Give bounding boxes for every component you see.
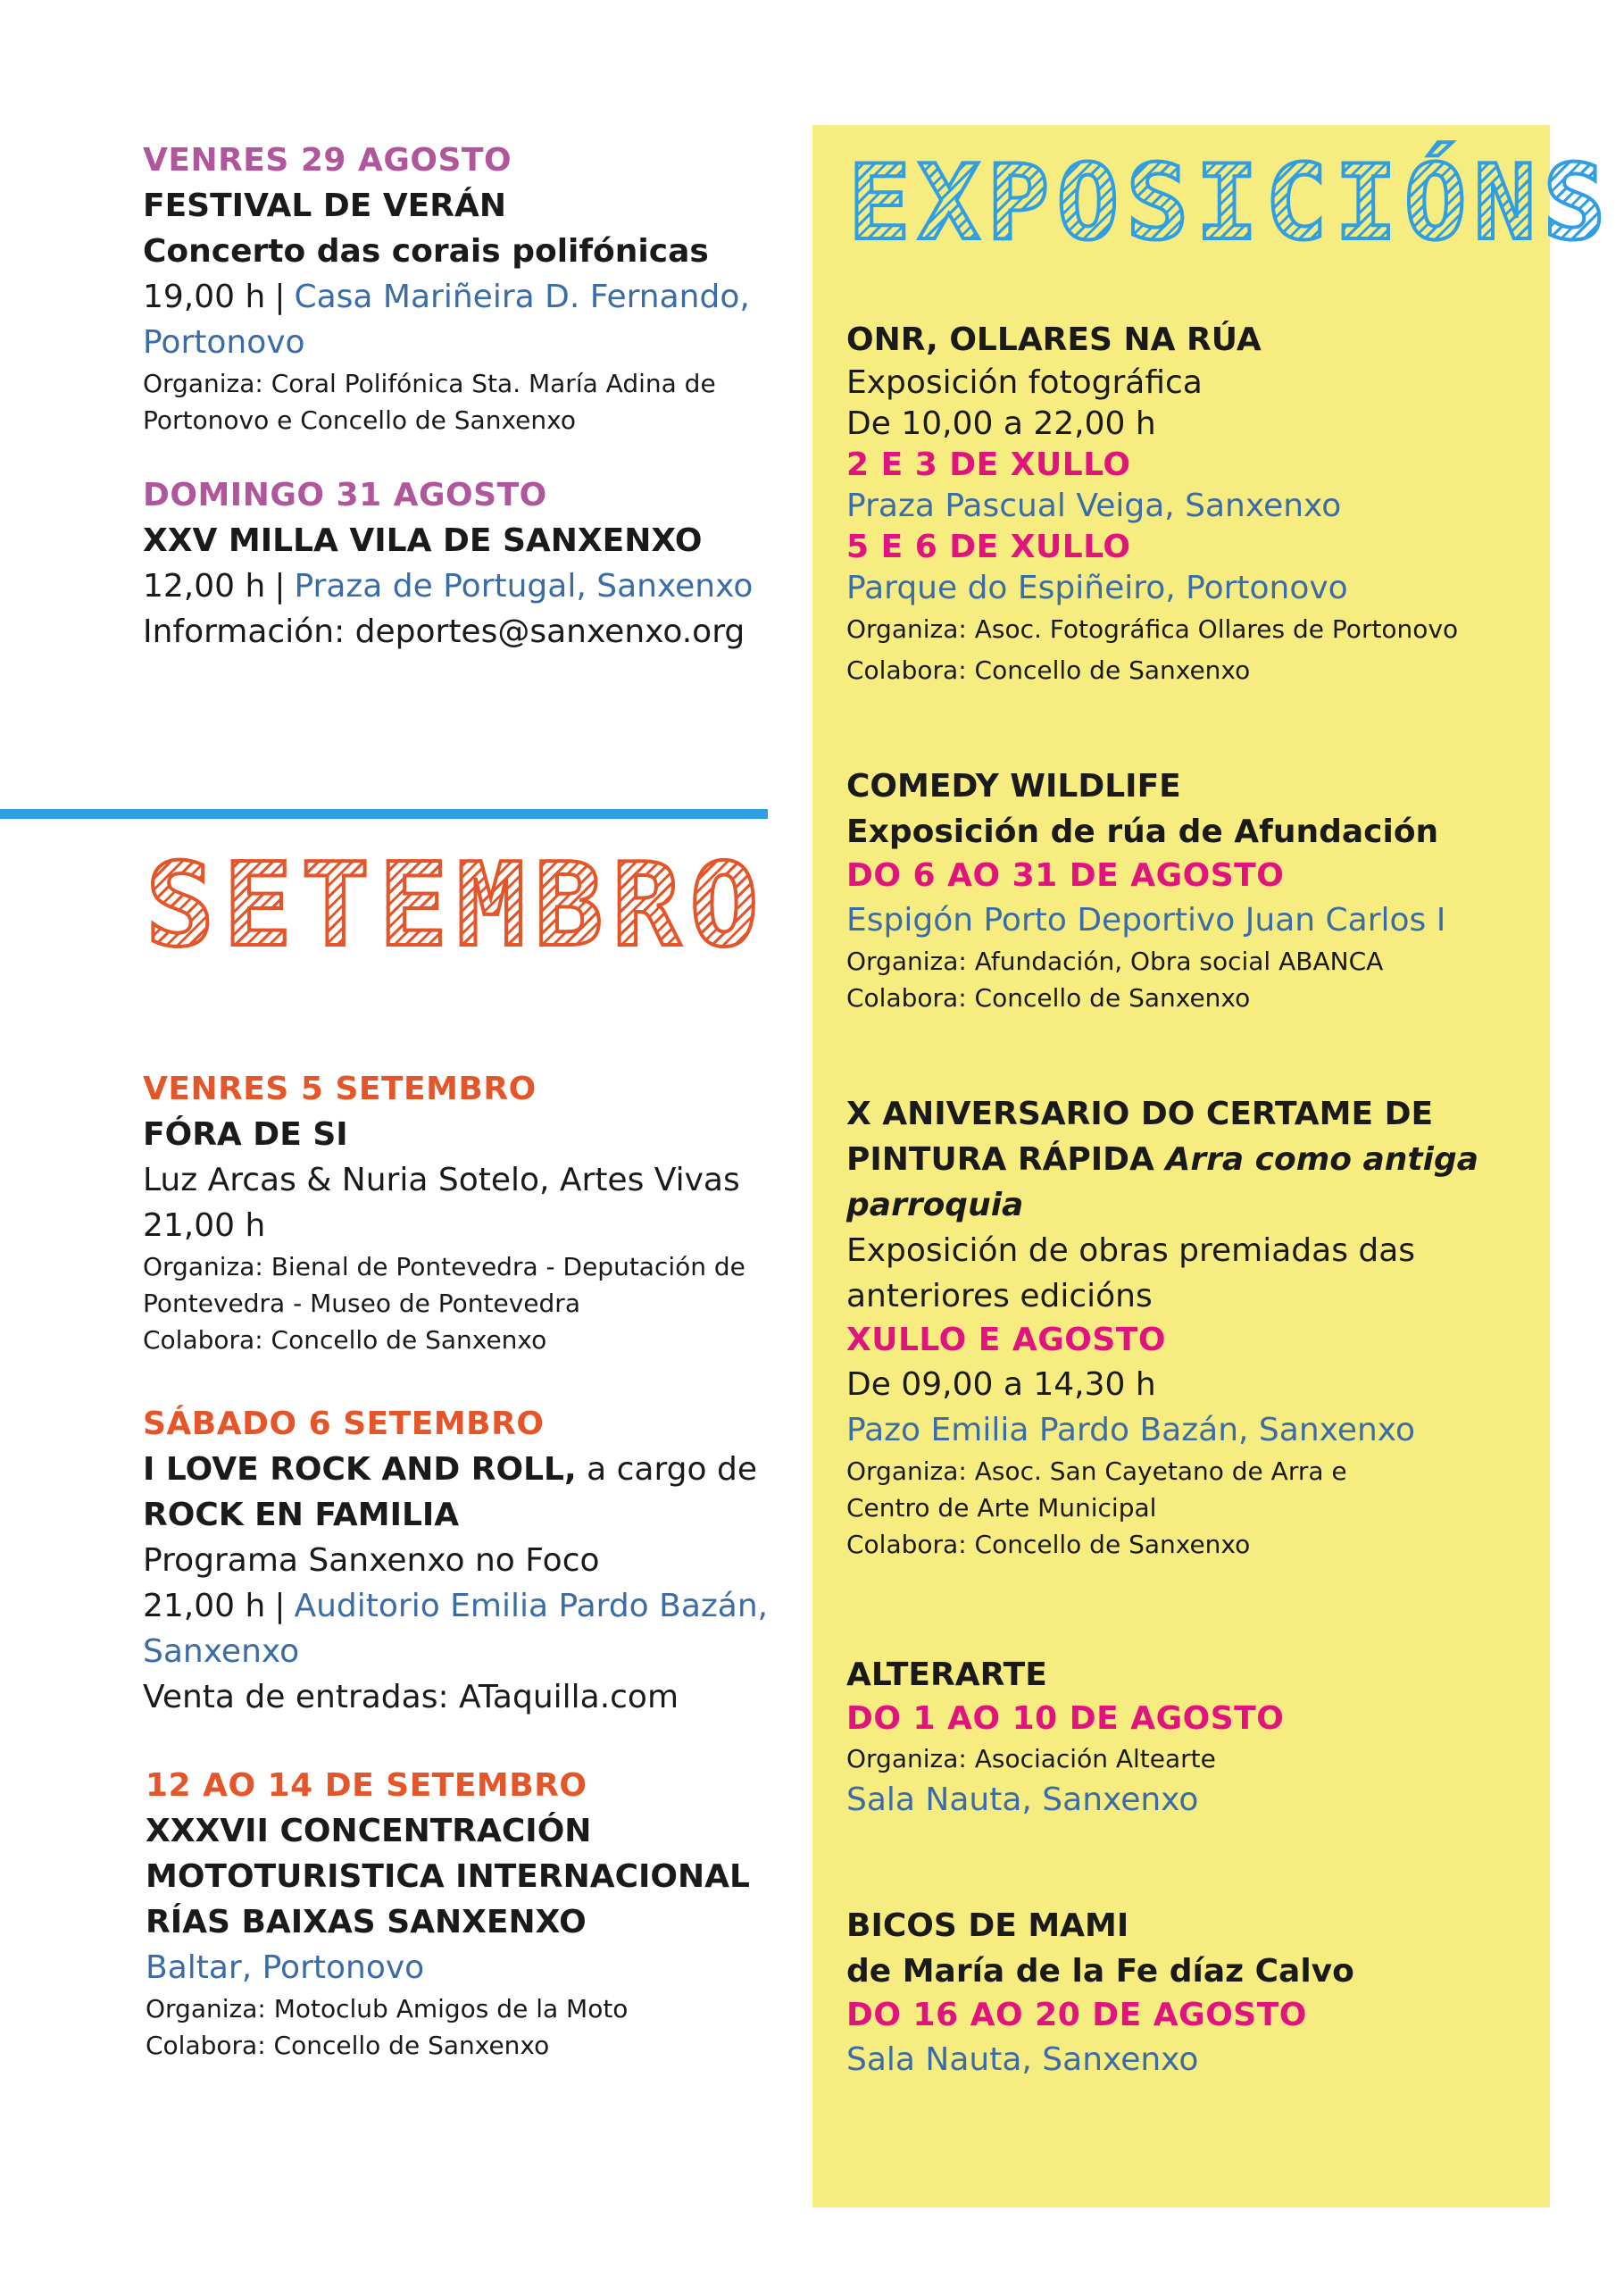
event-program: Programa Sanxenxo no Foco [143, 1542, 600, 1579]
exhibition-subtitle: Exposición de rúa de Afundación [846, 814, 1439, 850]
exhibition-place: Sala Nauta, Sanxenxo [846, 1782, 1199, 1818]
exhibition-place: Parque do Espiñeiro, Portonovo [846, 570, 1348, 606]
exhibition-organizer-cont: Centro de Arte Municipal [846, 1493, 1157, 1523]
event-time-place [143, 274, 750, 320]
event-sabado-6-setembro [143, 1402, 768, 1720]
event-organizer-cont: Pontevedra - Museo de Pontevedra [143, 1289, 580, 1318]
exhibition-title: BICOS DE MAMI [846, 1907, 1129, 1944]
exhibition-title-italic-cont: parroquia [846, 1187, 1024, 1223]
event-time-place [143, 563, 753, 609]
exhibition-date: XULLO E AGOSTO [846, 1322, 1166, 1358]
exhibition-description-cont: anteriores edicións [846, 1278, 1153, 1314]
event-domingo-31-agosto [143, 473, 753, 655]
event-info: Información: deportes@sanxenxo.org [143, 613, 745, 650]
exhibition-comedy-wildlife [846, 764, 1445, 1016]
exposicions-heading: EXPOSICIÓNS [848, 143, 1613, 263]
event-performers: Luz Arcas & Nuria Sotelo, Artes Vivas [143, 1162, 740, 1198]
event-date: SÁBADO 6 SETEMBRO [143, 1406, 545, 1442]
exhibition-date: DO 6 AO 31 DE AGOSTO [846, 857, 1285, 894]
exhibition-title: COMEDY WILDLIFE [846, 768, 1181, 805]
event-venres-29-agosto [143, 138, 750, 438]
exhibition-bicos-de-mami [846, 1903, 1354, 2082]
event-place: Auditorio Emilia Pardo Bazán, [294, 1588, 769, 1624]
exhibition-place: Praza Pascual Veiga, Sanxenxo [846, 488, 1342, 524]
event-title [143, 1447, 768, 1492]
event-title: XXXVII CONCENTRACIÓN [146, 1813, 592, 1849]
exhibition-place: Espigón Porto Deportivo Juan Carlos I [846, 902, 1446, 939]
exhibition-author: de María de la Fe díaz Calvo [846, 1953, 1354, 1990]
event-place: Casa Mariñeira D. Fernando, [294, 279, 750, 315]
exhibition-place: Sala Nauta, Sanxenxo [846, 2041, 1199, 2078]
event-organizer: Organiza: Coral Polifónica Sta. María Adina de [143, 369, 716, 398]
event-organizer: Organiza: Bienal de Pontevedra - Deputación de [143, 1252, 745, 1281]
event-place-cont: Portonovo [143, 324, 305, 361]
event-date: VENRES 29 AGOSTO [143, 142, 512, 179]
event-title-cont: MOTOTURISTICA INTERNACIONAL [146, 1858, 750, 1895]
setembro-heading: SETEMBRO [146, 839, 768, 972]
event-time-place [143, 1583, 768, 1629]
exhibition-title: ONR, OLLARES NA RÚA [846, 321, 1262, 358]
event-place: Baltar, Portonovo [146, 1949, 425, 1986]
event-title: FÓRA DE SI [143, 1116, 348, 1153]
exhibition-organizer: Organiza: Afundación, Obra social ABANCA [846, 947, 1384, 976]
event-organizer: Organiza: Motoclub Amigos de la Moto [146, 1994, 629, 2023]
event-title: XXV MILLA VILA DE SANXENXO [143, 522, 703, 559]
event-time: 12,00 h [143, 568, 266, 605]
separator: | [274, 568, 286, 605]
exhibition-date: 5 E 6 DE XULLO [846, 529, 1131, 565]
event-time: 21,00 h [143, 1207, 266, 1244]
exhibition-title-bold: PINTURA RÁPIDA [846, 1141, 1154, 1178]
event-place: Praza de Portugal, Sanxenxo [294, 568, 754, 605]
exhibition-ollares-na-rua [846, 317, 1458, 691]
separator: | [274, 1588, 286, 1624]
exhibition-collaborator: Colabora: Concello de Sanxenxo [846, 983, 1251, 1013]
section-divider [0, 809, 768, 819]
exhibition-hours: De 09,00 a 14,30 h [846, 1366, 1156, 1403]
exhibition-alterarte [846, 1652, 1284, 1823]
exhibition-organizer: Organiza: Asociación Altearte [846, 1744, 1216, 1773]
exhibition-collaborator: Colabora: Concello de Sanxenxo [846, 1530, 1251, 1559]
exhibition-type: Exposición fotográfica [846, 364, 1203, 401]
exhibition-title-italic: Arra como antiga [1165, 1141, 1479, 1178]
event-date: DOMINGO 31 AGOSTO [143, 477, 547, 513]
exhibition-collaborator: Colabora: Concello de Sanxenxo [846, 655, 1251, 685]
exhibition-pintura-rapida [846, 1091, 1478, 1563]
event-12-ao-14-setembro [146, 1764, 750, 2064]
exhibition-title: ALTERARTE [846, 1656, 1047, 1693]
event-venres-5-setembro [143, 1067, 745, 1358]
event-time: 21,00 h [143, 1588, 266, 1624]
exhibition-place: Pazo Emilia Pardo Bazán, Sanxenxo [846, 1412, 1416, 1448]
event-subtitle: Concerto das corais polifónicas [143, 233, 709, 270]
exhibition-organizer: Organiza: Asoc. Fotográfica Ollares de Portonovo [846, 614, 1459, 644]
event-tickets: Venta de entradas: ATaquilla.com [143, 1679, 679, 1715]
exhibition-description: Exposición de obras premiadas das [846, 1232, 1416, 1269]
event-collaborator: Colabora: Concello de Sanxenxo [146, 2031, 550, 2060]
exhibition-title: X ANIVERSARIO DO CERTAME DE [846, 1096, 1434, 1132]
exhibition-title-cont [846, 1137, 1478, 1182]
exhibition-date: 2 E 3 DE XULLO [846, 446, 1131, 483]
event-date: VENRES 5 SETEMBRO [143, 1071, 537, 1107]
event-title: FESTIVAL DE VERÁN [143, 188, 506, 224]
event-title-regular: a cargo de [576, 1451, 757, 1488]
event-organizer-cont: Portonovo e Concello de Sanxenxo [143, 405, 576, 435]
exhibition-organizer: Organiza: Asoc. San Cayetano de Arra e [846, 1456, 1347, 1486]
event-time: 19,00 h [143, 279, 266, 315]
event-place-cont: Sanxenxo [143, 1633, 300, 1670]
exhibition-hours: De 10,00 a 22,00 h [846, 405, 1156, 442]
exhibition-date: DO 1 AO 10 DE AGOSTO [846, 1700, 1285, 1737]
separator: | [274, 279, 286, 315]
event-title-cont: ROCK EN FAMILIA [143, 1497, 460, 1533]
event-title-bold: I LOVE ROCK AND ROLL, [143, 1451, 577, 1488]
event-title-cont: RÍAS BAIXAS SANXENXO [146, 1904, 587, 1940]
event-collaborator: Colabora: Concello de Sanxenxo [143, 1325, 547, 1355]
exhibition-date: DO 16 AO 20 DE AGOSTO [846, 1997, 1307, 2033]
event-date: 12 AO 14 DE SETEMBRO [146, 1767, 587, 1804]
